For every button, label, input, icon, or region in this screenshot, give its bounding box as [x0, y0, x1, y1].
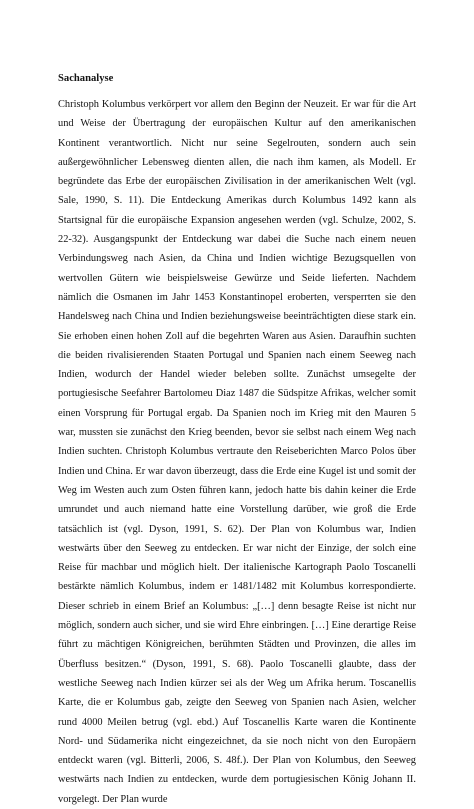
body-paragraph: Christoph Kolumbus verkörpert vor allem den Beginn der Neuzeit. Er war für die Art und Weise der Übertragung der europäischen Kultur auf den amerikanischen Kontinent verantwortlich. Nicht nur seine Segelrouten, sondern auch sein außergewöhnlicher Lebensweg dienten allen, die nach ihm kamen, als Modell. Er begründete das Erbe der europäischen Zivilisation in der amerikanischen Welt (vgl. Sale, 1990, S. 11). Die Entdeckung Amerikas durch Kolumbus 1492 kann als Startsignal für die europäische Expansion angesehen werden (vgl. Schulze, 2002, S. 22-32). Ausgangspunkt der Entdeckung war dabei die Suche nach einem neuen Verbindungsweg nach Asien, da China und Indien wichtige Bezugsquellen von wertvollen Gütern wie beispielsweise Gewürze und Seide lieferten. Nachdem nämlich die Osmanen im Jahr 1453 Konstantinopel eroberten, versperrten sie den Handelsweg nach China und Indien beziehungsweise beeinträchtigten diese stark ein. Sie erhoben einen hohen Zoll auf die begehrten Waren aus Asien. Daraufhin suchten die beiden rivalisierenden Staaten Portugal und Spanien nach einem Seeweg nach Indien, wodurch der Handel wieder beleben sollte. Zunächst umsegelte der portugiesische Seefahrer Bartolomeu Diaz 1487 die Südspitze Afrikas, welcher somit einen Vorsprung für Portugal ergab. Da Spanien noch im Krieg mit den Mauren 5 war, mussten sie zunächst den Krieg beenden, bevor sie selbst nach einem Weg nach Indien suchten. Christoph Kolumbus vertraute den Reiseberichten Marco Polos über Indien und China. Er war davon überzeugt, dass die Erde eine Kugel ist und somit der Weg im Westen auch zum Osten führen kann, jedoch hatte bis dahin keiner die Erde umrundet und auch niemand hatte eine Vorstellung darüber, wie groß die Erde tatsächlich ist (vgl. Dyson, 1991, S. 62). Der Plan von Kolumbus war, Indien westwärts über den Seeweg zu entdecken. Er war nicht der Einzige, der solch eine Reise für machbar und möglich hielt. Der italienische Kartograph Paolo Toscanelli bestärkte nämlich Kolumbus, indem er 1481/1482 mit Kolumbus korrespondierte. Dieser schrieb in einem Brief an Kolumbus: „[…] denn besagte Reise ist nicht nur möglich, sondern auch sicher, und sie wird Ehre einbringen. […] Eine derartige Reise führt zu mächtigen Königreichen, berühmten Städten und Provinzen, die alles im Überfluss besitzen.“ (Dyson, 1991, S. 68). Paolo Toscanelli glaubte, dass der westliche Seeweg nach Indien kürzer sei als der Weg um Afrika herum. Toscanellis Karte, die er Kolumbus gab, zeigte den Seeweg von Spanien nach Asien, welcher rund 4000 Meilen betrug (vgl. ebd.) Auf Toscanellis Karte waren die Kontinente Nord- und Südamerika nicht eingezeichnet, da sie noch nicht von den Europäern entdeckt waren (vgl. Bitterli, 2006, S. 48f.). Der Plan von Kolumbus, den Seeweg westwärts nach Indien zu entdecken, wurde dem portugiesischen König Johann II. vorgelegt. Der Plan wurde: [58, 99, 416, 805]
section-heading: Sachanalyse: [58, 73, 114, 84]
